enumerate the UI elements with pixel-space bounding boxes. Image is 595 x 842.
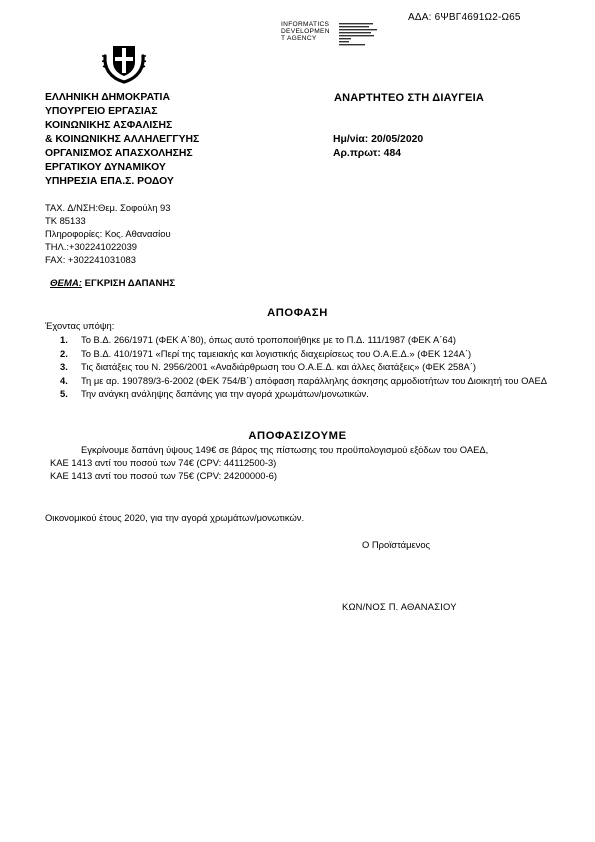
- logo-wordmark: [281, 22, 339, 43]
- contact-address: ΤΑΧ. Δ/ΝΣΗ:Θεμ. Σοφούλη 93: [45, 202, 171, 213]
- list-item-number: 1.: [60, 334, 68, 345]
- subject-text: ΕΓΚΡΙΣΗ ΔΑΠΑΝΗΣ: [81, 278, 176, 289]
- contact-postcode: ΤΚ 85133: [45, 214, 86, 226]
- subject-line: [50, 278, 175, 290]
- sender-line: ΟΡΓΑΝΙΣΜΟΣ ΑΠΑΣΧΟΛΗΣΗΣ: [45, 148, 193, 160]
- approval-paragraph: Εγκρίνουμε δαπάνη ύψους 149€ σε βάρος της πίστωσης του προϋπολογισμού εξόδων του ΟΑΕΔ,: [81, 444, 489, 455]
- sender-line: ΥΠΟΥΡΓΕΙΟ ΕΡΓΑΣΙΑΣ: [45, 106, 158, 118]
- contact-fax: FAX: +302241031083: [45, 253, 136, 265]
- approve-heading: ΑΠΟΦΑΣΙΖΟΥΜΕ: [248, 430, 347, 442]
- sender-line: ΚΟΙΝΩΝΙΚΗΣ ΑΣΦΑΛΙΣΗΣ: [45, 120, 173, 132]
- protocol-number: Αρ.πρωτ: 484: [333, 148, 402, 160]
- list-item: [60, 375, 580, 387]
- informatics-agency-logo: [281, 22, 399, 56]
- approval-line: ΚΑΕ 1413 αντί του ποσού των 74€ (CPV: 44112500-3): [50, 456, 277, 468]
- considerations-intro: Έχοντας υπόψη:: [45, 320, 115, 331]
- list-item-text: Το Β.Δ. 266/1971 (ΦΕΚ Α΄80), όπως αυτό τροποποιήθηκε με το Π.Δ. 111/1987 (ΦΕΚ Α΄64): [81, 334, 456, 345]
- list-item-number: 2.: [60, 347, 68, 359]
- list-item: [60, 361, 580, 373]
- document-date: Ημ/νία: 20/05/2020: [333, 134, 424, 145]
- list-item: [60, 388, 580, 400]
- subject-label: ΘΕΜΑ:: [50, 278, 82, 289]
- ada-code: ΑΔΑ: 6ΨΒΓ4691Ω2-Ω65: [408, 12, 521, 23]
- sender-line: ΥΠΗΡΕΣΙΑ ΕΠΑ.Σ. ΡΟΔΟΥ: [45, 176, 174, 188]
- signature-title: Ο Προϊστάμενος: [362, 539, 431, 550]
- logo-word: INFORMATICS: [281, 21, 330, 28]
- contact-block: [45, 202, 171, 267]
- sender-block: [45, 91, 199, 189]
- considerations-list: [60, 334, 580, 402]
- sender-line: ΕΛΛΗΝΙΚΗ ΔΗΜΟΚΡΑΤΙΑ: [45, 92, 170, 103]
- list-item: [60, 348, 580, 360]
- list-item-text: Τη με αρ. 190789/3-6-2002 (ΦΕΚ 754/Β΄) απόφαση παράλληλης άσκησης αρμοδιοτήτων του Διοικητή του ΟΑΕΔ: [81, 374, 547, 386]
- fiscal-year-line: Οικονομικού έτους 2020, για την αγορά χρωμάτων/μονωτικών.: [45, 512, 305, 523]
- list-item-text: Την ανάγκη ανάληψης δαπάνης για την αγορά χρωμάτων/μονωτικών.: [81, 388, 369, 400]
- list-item-number: 4.: [60, 374, 68, 386]
- list-item-text: Το Β.Δ. 410/1971 «Περί της ταμειακής και λογιστικής διαχειρίσεως του Ο.Α.Ε.Δ.» (ΦΕΚ 124Α΄): [81, 347, 472, 359]
- list-item-number: 5.: [60, 388, 68, 400]
- sender-line: ΕΡΓΑΤΙΚΟΥ ΔΥΝΑΜΙΚΟΥ: [45, 162, 166, 174]
- logo-word: DEVELOPMEN: [281, 27, 330, 35]
- sender-line: & ΚΟΙΝΩΝΙΚΗΣ ΑΛΛΗΛΕΓΓΥΗΣ: [45, 134, 200, 146]
- list-item-number: 3.: [60, 361, 68, 373]
- approval-body: [50, 444, 580, 483]
- date-protocol-block: [333, 133, 423, 161]
- contact-phone: ΤΗΛ.:+302241022039: [45, 240, 138, 252]
- decision-heading: ΑΠΟΦΑΣΗ: [267, 307, 328, 319]
- signature-name: ΚΩΝ/ΝΟΣ Π. ΑΘΑΝΑΣΙΟΥ: [342, 601, 457, 612]
- approval-line: ΚΑΕ 1413 αντί του ποσού των 75€ (CPV: 24200000-6): [50, 469, 277, 481]
- contact-info-person: Πληροφορίες: Κος. Αθανασίου: [45, 227, 171, 239]
- logo-fine-print: [339, 22, 399, 56]
- list-item: [60, 334, 580, 346]
- posted-to-diavgeia-label: ΑΝΑΡΤΗΤΕΟ ΣΤΗ ΔΙΑΥΓΕΙΑ: [334, 92, 485, 104]
- greek-coat-of-arms-seal: [100, 38, 148, 86]
- list-item-text: Τις διατάξεις του Ν. 2956/2001 «Αναδιάρθρωση του Ο.Α.Ε.Δ. και άλλες διατάξεις» (ΦΕΚ 258Α΄): [81, 361, 476, 373]
- logo-word: T AGENCY: [281, 34, 317, 42]
